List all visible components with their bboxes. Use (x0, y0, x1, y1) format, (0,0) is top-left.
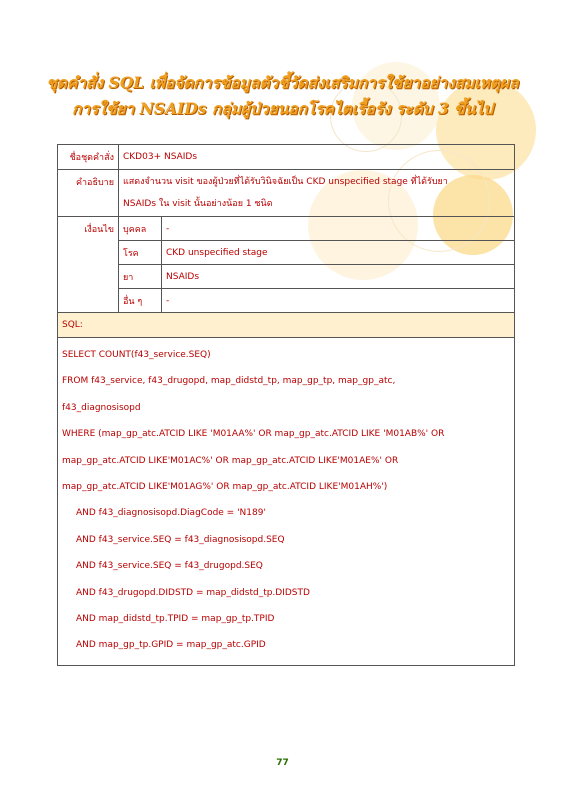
condition-drug-label: ยา (119, 265, 162, 289)
description-label: คำอธิบาย (58, 170, 119, 217)
condition-row-other (58, 289, 515, 313)
sql-line: map_gp_atc.ATCID LIKE'M01AC%' OR map_gp_atc.ATCID LIKE'M01AE%' OR (62, 455, 399, 466)
sql-line: AND f43_drugopd.DIDSTD = map_didstd_tp.DIDSTD (76, 587, 310, 598)
condition-person-label: บุคคล (119, 217, 162, 241)
sql-line: SELECT COUNT(f43_service.SEQ) (62, 350, 211, 360)
condition-row-disease (58, 241, 515, 265)
condition-disease-value: CKD unspecified stage (162, 241, 515, 265)
sql-header-row (58, 313, 515, 338)
sql-line: WHERE (map_gp_atc.ATCID LIKE 'M01AA%' OR map_gp_atc.ATCID LIKE 'M01AB%' OR (62, 429, 445, 440)
condition-other-value: - (162, 289, 515, 313)
sql-spec-table (57, 144, 515, 666)
condition-label: เงื่อนไข (58, 217, 119, 313)
sql-code-block (58, 338, 515, 666)
condition-disease-label: โรค (119, 241, 162, 265)
page-title-line1: ชุดคำสั่ง SQL เพื่อจัดการข้อมูลตัวชี้วัดส่งเสริมการใช้ยาอย่างสมเหตุผล (46, 73, 519, 92)
condition-person-value: - (162, 217, 515, 241)
sql-label: SQL: (58, 313, 515, 338)
sql-code-row (58, 338, 515, 666)
name-value: CKD03+ NSAIDs (119, 145, 515, 170)
description-row (58, 170, 515, 217)
condition-row-drug (58, 265, 515, 289)
condition-row-person (58, 217, 515, 241)
sql-line: f43_diagnosisopd (62, 402, 141, 413)
page-number: 77 (276, 758, 289, 768)
sql-line: AND f43_diagnosisopd.DiagCode = 'N189' (76, 508, 266, 519)
name-label: ชื่อชุดคำสั่ง (58, 145, 119, 170)
description-line1: แสดงจำนวน visit ของผู้ป่วยที่ได้รับวินิจฉัยเป็น CKD unspecified stage ที่ได้รับยา (123, 177, 448, 187)
page-title-line2: การใช้ยา NSAIDs กลุ่มผู้ป่วยนอกโรคไตเรื้อรัง ระดับ 3 ขึ้นไป (71, 99, 494, 118)
sql-line: FROM f43_service, f43_drugopd, map_didstd_tp, map_gp_tp, map_gp_atc, (62, 376, 396, 387)
condition-other-label: อื่น ๆ (119, 289, 162, 313)
sql-line: AND map_gp_tp.GPID = map_gp_atc.GPID (76, 640, 266, 651)
description-line2: NSAIDs ใน visit นั้นอย่างน้อย 1 ชนิด (123, 199, 273, 209)
sql-line: AND f43_service.SEQ = f43_drugopd.SEQ (76, 561, 263, 572)
condition-drug-value: NSAIDs (162, 265, 515, 289)
sql-line: AND f43_service.SEQ = f43_diagnosisopd.SEQ (76, 534, 285, 545)
name-row (58, 145, 515, 170)
sql-line: AND map_didstd_tp.TPID = map_gp_tp.TPID (76, 613, 275, 624)
sql-line: map_gp_atc.ATCID LIKE'M01AG%' OR map_gp_atc.ATCID LIKE'M01AH%') (62, 481, 388, 492)
description-value (119, 170, 515, 217)
